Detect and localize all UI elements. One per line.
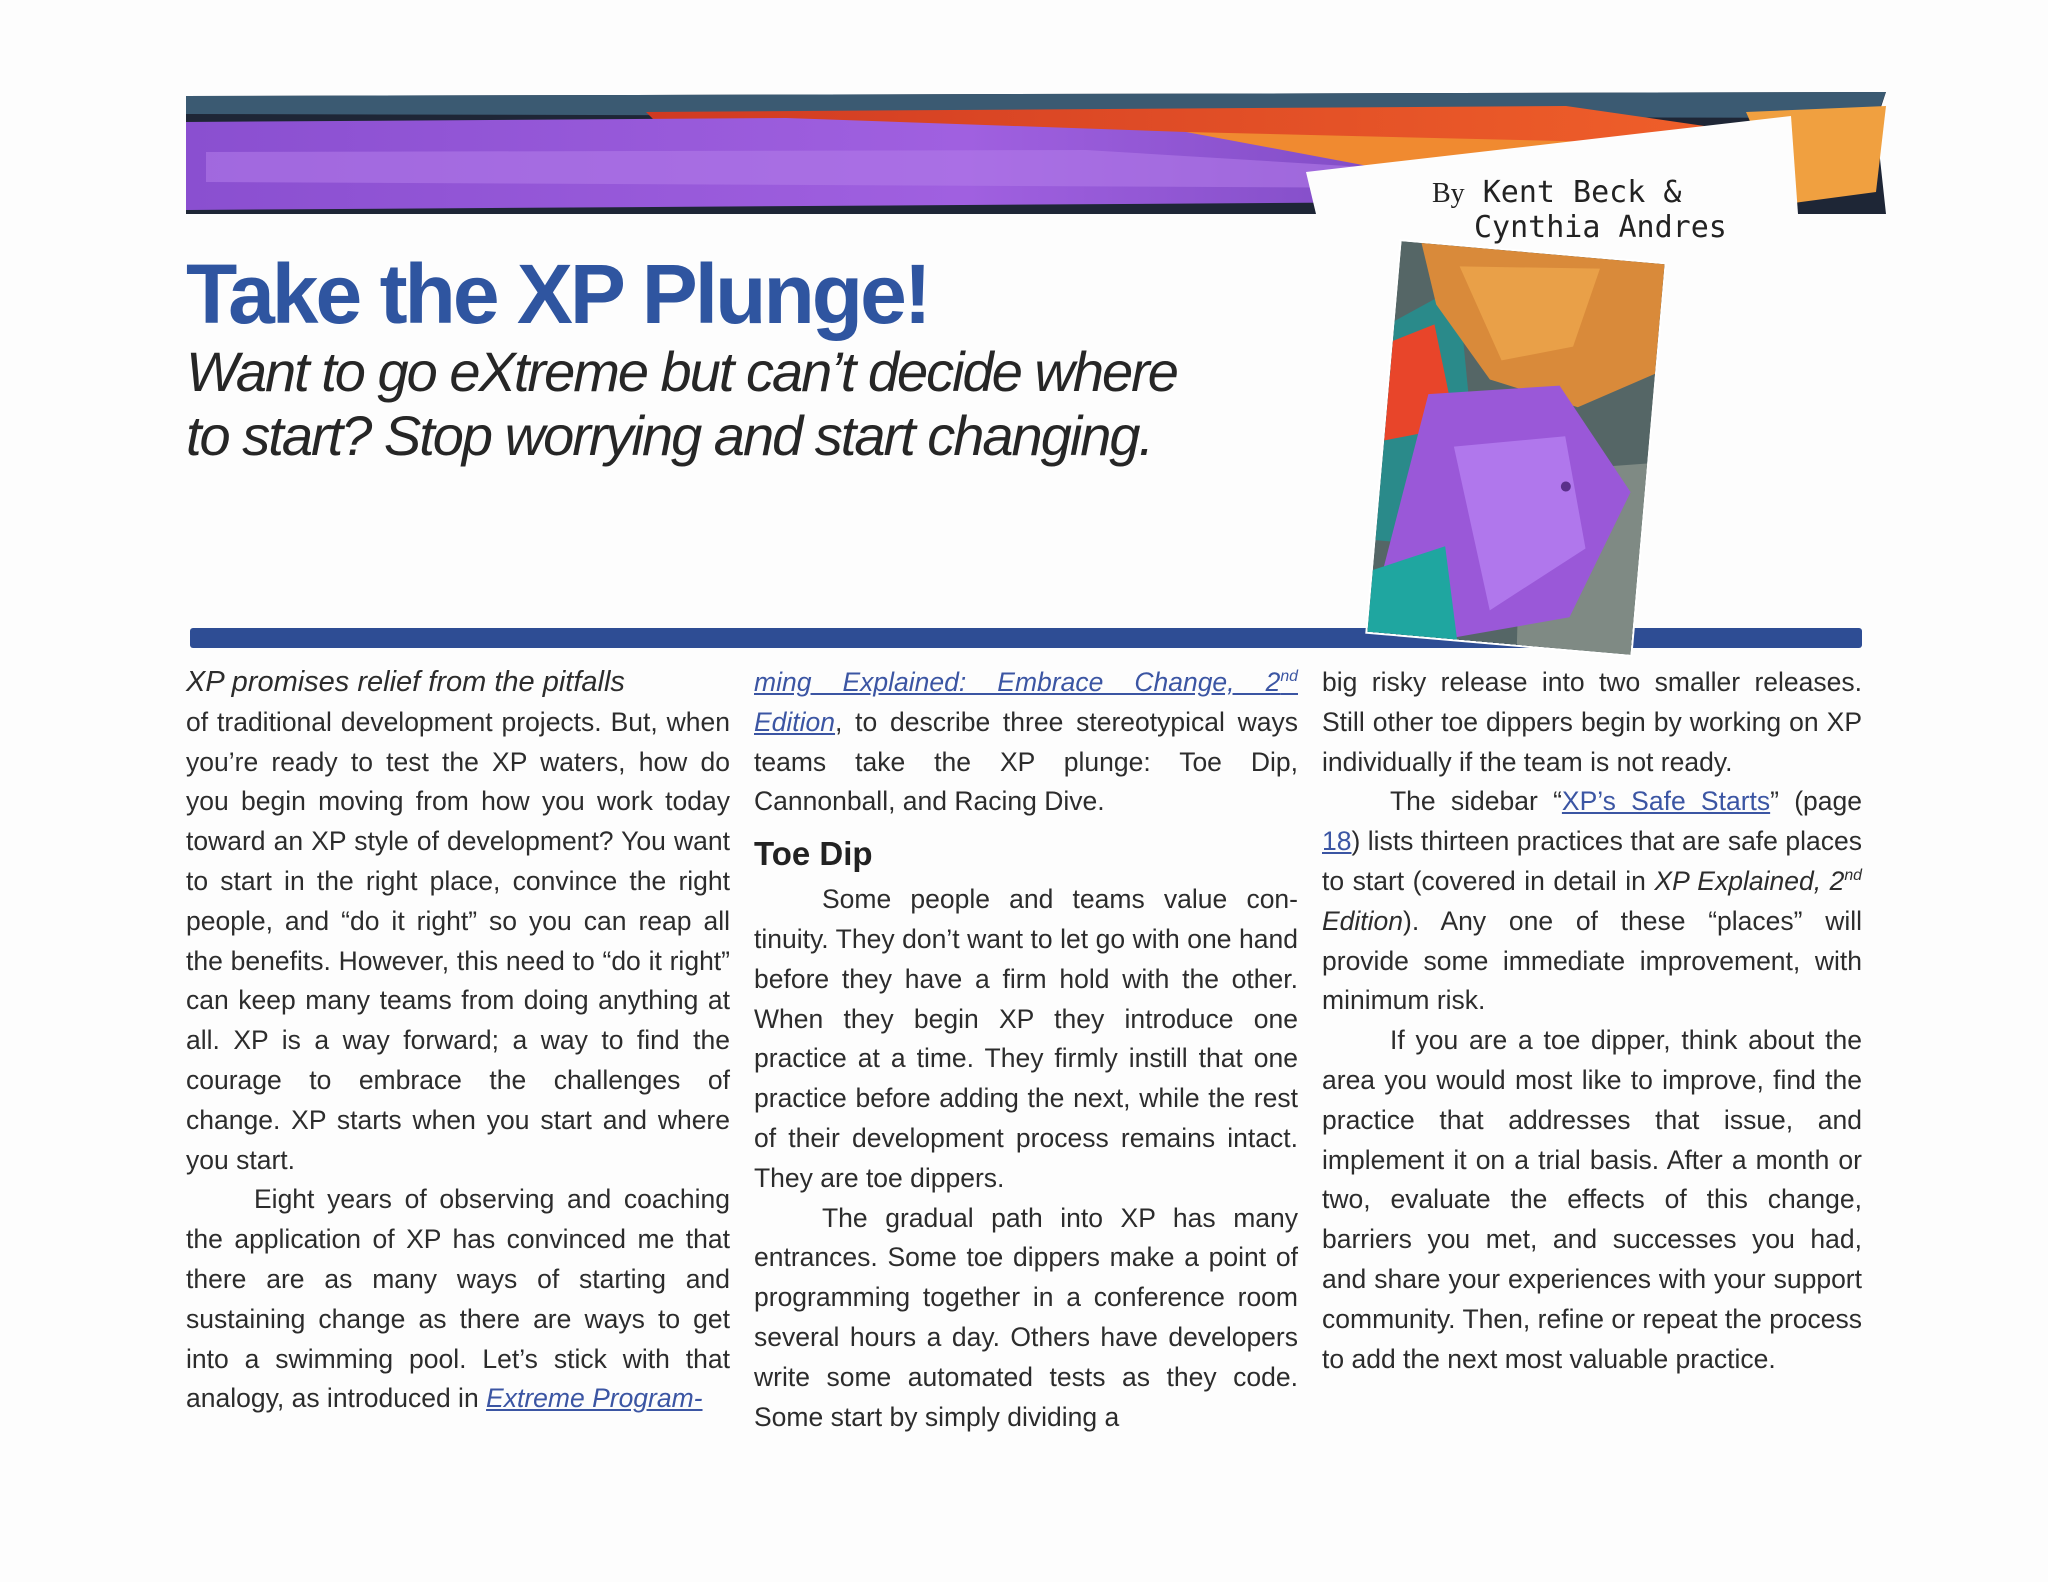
paragraph-text: ) lists thirteen practices that are safe places to start (covered in detail in [1322, 826, 1862, 896]
paragraph-text: , to describe three stereotypical ways teams take the XP plunge: Toe Dip, Cannonball, and Racing Dive. [754, 706, 1298, 817]
page-link[interactable]: 18 [1322, 826, 1352, 857]
book-link[interactable]: Extreme Program- [486, 1383, 703, 1414]
paragraph: The gradual path into XP has many entrances. Some toe dippers make a point of programming together in a conference room several hours a day. Others have developers write some automated tests as they code. Some start by simply dividing a [754, 1202, 1298, 1432]
book-link-text: ming Explained: Embrace Change, 2 [754, 667, 1281, 697]
byline-by: By [1432, 178, 1465, 209]
superscript: nd [1844, 867, 1862, 885]
article-column-2 [754, 663, 1298, 1437]
book-link-text: Edition [754, 706, 836, 737]
fins-photo [1367, 241, 1664, 655]
paragraph: big risky release into two smaller releases. Still other toe dippers begin by working on XP individually if the team is not ready. [1322, 667, 1862, 777]
byline-author-1: Kent Beck & [1482, 175, 1682, 210]
article-subtitle: Want to go eXtreme but can’t decide where to start? Stop worrying and start changing. [186, 340, 1177, 467]
paragraph: If you are a toe dipper, think about the area you would most like to improve, find the practice that addresses that issue, and implement it on a trial basis. After a month or two, evaluate the effects of this change, barriers you met, and successes you had, and share your experiences with your support community. Then, refine or repeat the process to add the next most valuable practice. [1322, 1025, 1862, 1374]
article-column-3 [1322, 663, 1862, 1379]
book-title-text: Edition [1322, 905, 1404, 936]
paragraph: Some people and teams value continuity. They don’t want to let go with one hand before they have a firm hold with the other. When they begin XP they introduce one practice at a time. They firmly instill that one practice before adding the next, while the rest of their development process remains intact. They are toe dippers. [754, 884, 1298, 1193]
sidebar-link[interactable]: XP’s Safe Starts [1561, 786, 1771, 817]
byline-author-2: Cynthia Andres [1474, 210, 1727, 245]
paragraph-text: The sidebar “ [1390, 786, 1562, 817]
article-title: Take the XP Plunge! [186, 247, 929, 341]
lead-line [186, 663, 730, 703]
section-heading: Toe Dip [754, 835, 873, 873]
paragraph [754, 663, 1298, 822]
paragraph-text: ” (page [1770, 786, 1862, 817]
superscript: nd [1280, 668, 1298, 686]
paragraph: of traditional development projects. But, when you’re ready to test the XP waters, how do you begin moving from how you work today toward an XP style of development? You want to start in the right place, convince the right people, and “do it right” so you can reap all the benefits. However, this need to “do it right” can keep many teams from doing anything at all. XP is a way forward; a way to find the courage to embrace the challenges of change. XP starts when you start and where you start. [186, 706, 730, 1175]
paragraph-text: ). Any one of these “places” will provide some immediate improvement, with minimum risk. [1322, 905, 1862, 1016]
article-column-1 [186, 663, 730, 1419]
byline [1432, 176, 1727, 245]
paragraph-text: Eight years of observing and coaching the application of XP has convinced me that there are as many ways of starting and sustaining change as there are ways to get into a swimming pool. Let’s stick with that analogy, as introduced in [186, 1184, 730, 1414]
book-title-text: XP Explained, 2 [1654, 865, 1845, 896]
paragraph [186, 1180, 730, 1419]
lead-text: XP promises relief from the pitfalls [186, 666, 625, 698]
paragraph [1322, 782, 1862, 1021]
